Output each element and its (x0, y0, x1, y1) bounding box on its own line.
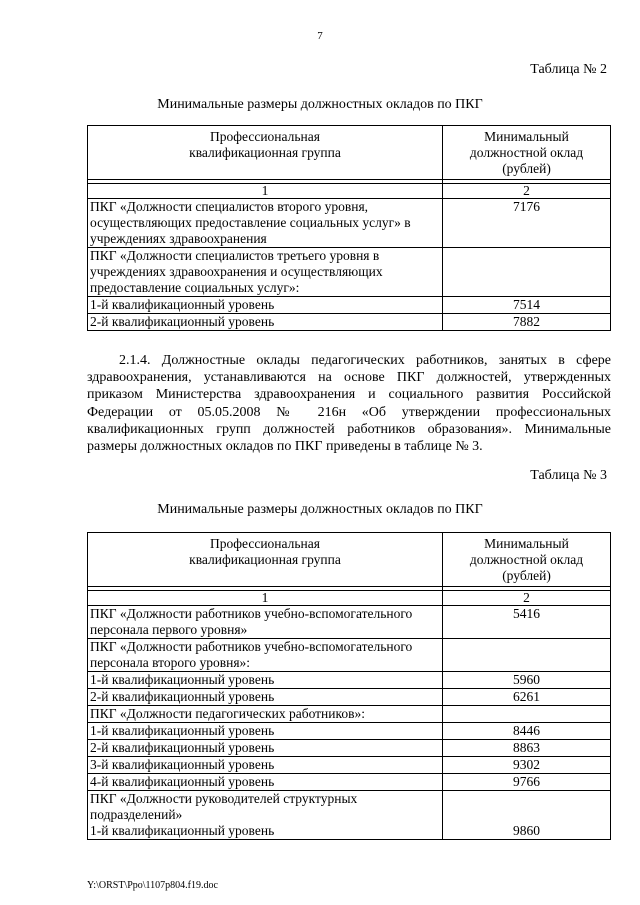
table-2-colnum-1: 1 (88, 184, 443, 199)
row-value: 8446 (443, 723, 611, 740)
row-value: 7176 (443, 199, 611, 248)
row-value: 9860 (443, 791, 611, 840)
row-label: ПКГ «Должности педагогических работников»: (88, 706, 443, 723)
row-value: 9766 (443, 774, 611, 791)
table-row (88, 606, 611, 639)
table-row (88, 689, 611, 706)
row-label: 1-й квалификационный уровень (88, 672, 443, 689)
table-row (88, 791, 611, 840)
table-3-header-group: Профессиональная квалификационная группа (88, 533, 443, 587)
row-label: 4-й квалификационный уровень (88, 774, 443, 791)
row-value: 8863 (443, 740, 611, 757)
table-3-title: Минимальные размеры должностных окладов по ПКГ (157, 502, 483, 517)
row-label: ПКГ «Должности работников учебно-вспомогательного персонала первого уровня» (88, 606, 443, 639)
table-3-header-salary: Минимальный должностной оклад (рублей) (443, 533, 611, 587)
table-row (88, 757, 611, 774)
file-path-footer: Y:\ORST\Ppo\1107p804.f19.doc (87, 880, 218, 891)
table-2-header-salary: Минимальный должностной оклад (рублей) (443, 126, 611, 180)
table-3-colnum-2: 2 (443, 591, 611, 606)
table-row (88, 723, 611, 740)
table-row (88, 248, 611, 297)
table-row (88, 639, 611, 672)
table-row (88, 314, 611, 331)
row-label: ПКГ «Должности специалистов второго уровня, осуществляющих предоставление социальных услуг» в учреждениях здравоохранения (88, 199, 443, 248)
table-2-caption: Таблица № 2 (530, 62, 607, 77)
row-label: ПКГ «Должности работников учебно-вспомогательного персонала второго уровня»: (88, 639, 443, 672)
row-value: 7882 (443, 314, 611, 331)
table-row (88, 199, 611, 248)
page-number: 7 (317, 30, 323, 42)
row-label: 1-й квалификационный уровень (88, 723, 443, 740)
table-3 (87, 532, 611, 840)
table-row (88, 706, 611, 723)
row-label: ПКГ «Должности специалистов третьего уровня в учреждениях здравоохранения и осуществляющих предоставление социальных услуг»: (88, 248, 443, 297)
table-row (88, 672, 611, 689)
table-2-colnum-2: 2 (443, 184, 611, 199)
row-value: 5960 (443, 672, 611, 689)
row-label: 2-й квалификационный уровень (88, 689, 443, 706)
body-paragraph: 2.1.4. Должностные оклады педагогических работников, занятых в сфере здравоохранения, устанавливаются на основе ПКГ должностей, утвержденных приказом Министерства здравоохранения и социального развития Российской Федерации от 05.05.2008 № 216н «Об утверждении профессиональных квалификационных групп должностей работников образования». Минимальные размеры должностных окладов по ПКГ приведены в таблице № 3. (87, 353, 611, 455)
table-row (88, 740, 611, 757)
table-2 (87, 125, 611, 331)
row-label: 2-й квалификационный уровень (88, 740, 443, 757)
row-label: 2-й квалификационный уровень (88, 314, 443, 331)
table-row (88, 297, 611, 314)
table-3-colnum-1: 1 (88, 591, 443, 606)
row-value: 9302 (443, 757, 611, 774)
row-label: ПКГ «Должности руководителей структурных подразделений» 1-й квалификационный уровень (88, 791, 443, 840)
table-2-header-group: Профессиональная квалификационная группа (88, 126, 443, 180)
table-3-caption: Таблица № 3 (530, 468, 607, 483)
row-label: 1-й квалификационный уровень (88, 297, 443, 314)
row-label: 3-й квалификационный уровень (88, 757, 443, 774)
row-value (443, 706, 611, 723)
table-row (88, 774, 611, 791)
row-value: 7514 (443, 297, 611, 314)
table-2-title: Минимальные размеры должностных окладов по ПКГ (157, 97, 483, 112)
row-value (443, 639, 611, 672)
row-value (443, 248, 611, 297)
row-value: 6261 (443, 689, 611, 706)
row-value: 5416 (443, 606, 611, 639)
